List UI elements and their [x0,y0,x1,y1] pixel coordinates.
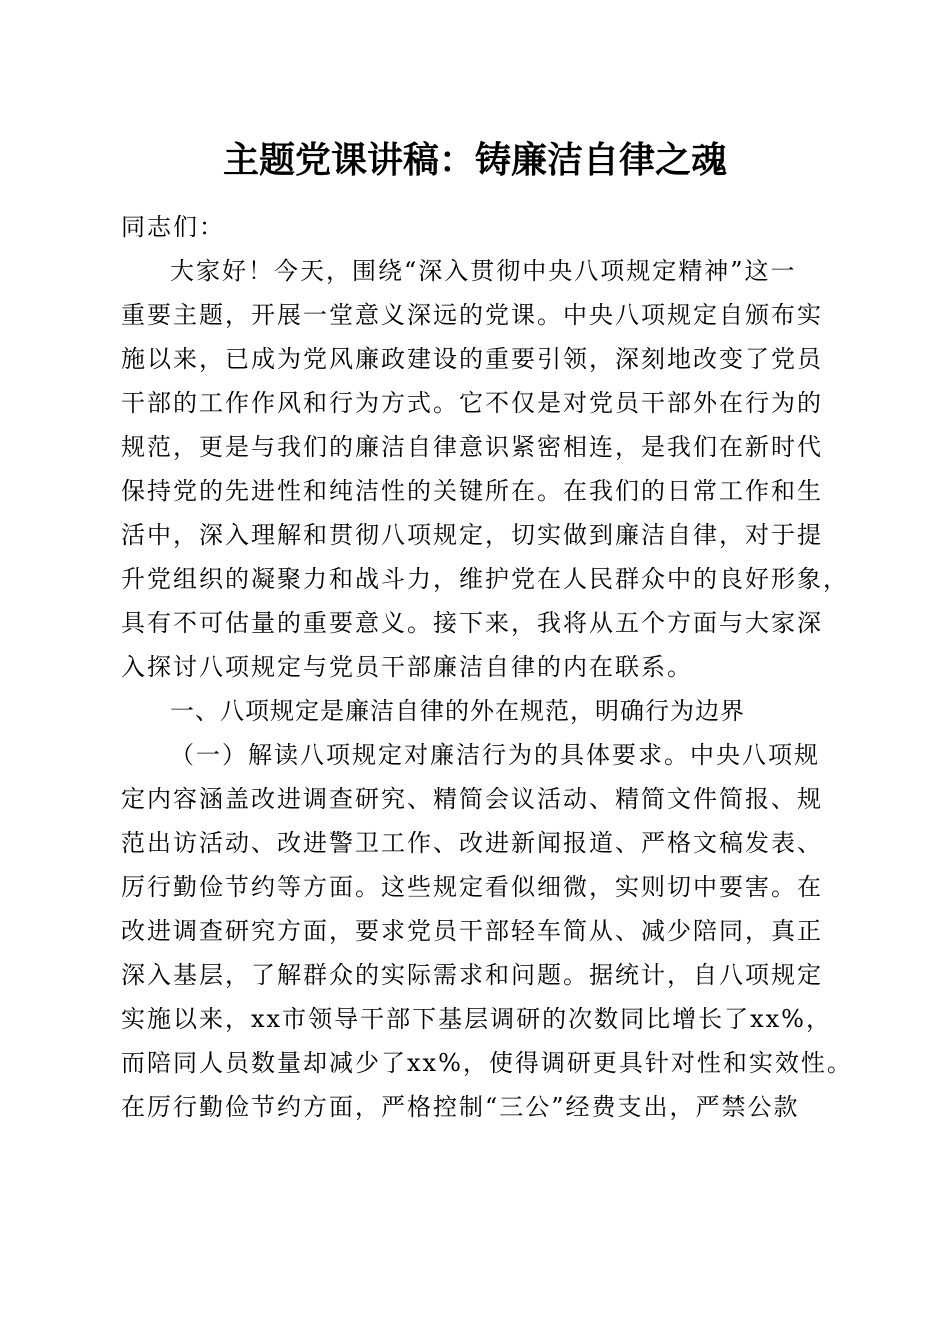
paragraph-line: 具有不可估量的重要意义。接下来，我将从五个方面与大家深 [121,609,823,637]
paragraph-line: 深入基层，了解群众的实际需求和问题。据统计，自八项规定 [121,961,823,989]
paragraph-line: 干部的工作作风和行为方式。它不仅是对党员干部外在行为的 [121,389,823,417]
paragraph-line: 厉行勤俭节约等方面。这些规定看似细微，实则切中要害。在 [121,873,823,901]
paragraph-line: 范出访活动、改进警卫工作、改进新闻报道、严格文稿发表、 [121,829,823,857]
paragraph-line: 保持党的先进性和纯洁性的关键所在。在我们的日常工作和生 [121,477,823,505]
paragraph-line: 施以来，已成为党风廉政建设的重要引领，深刻地改变了党员 [121,345,823,373]
paragraph-line: 规范，更是与我们的廉洁自律意识紧密相连，是我们在新时代 [121,433,823,461]
paragraph-line: 在厉行勤俭节约方面，严格控制“三公”经费支出，严禁公款 [121,1093,800,1121]
document-title: 主题党课讲稿：铸廉洁自律之魂 [222,139,727,181]
paragraph-line: 入探讨八项规定与党员干部廉洁自律的内在联系。 [121,653,693,681]
paragraph-line: 而陪同人员数量却减少了xx%，使得调研更具针对性和实效性。 [121,1049,853,1077]
paragraph-line: 大家好！今天，围绕“深入贯彻中央八项规定精神”这一 [170,257,797,285]
paragraph-line: 定内容涵盖改进调查研究、精简会议活动、精简文件简报、规 [121,785,823,813]
paragraph-line: 升党组织的凝聚力和战斗力，维护党在人民群众中的良好形象， [121,565,849,593]
paragraph-line: 改进调查研究方面，要求党员干部轻车简从、减少陪同，真正 [121,917,823,945]
paragraph-line: （一）解读八项规定对廉洁行为的具体要求。中央八项规 [170,741,820,769]
paragraph-line: 重要主题，开展一堂意义深远的党课。中央八项规定自颁布实 [121,301,823,329]
paragraph-line: 实施以来，xx市领导干部下基层调研的次数同比增长了xx%， [121,1005,832,1033]
salutation: 同志们： [121,213,225,241]
paragraph-line: 活中，深入理解和贯彻八项规定，切实做到廉洁自律，对于提 [121,521,823,549]
section-heading: 一、八项规定是廉洁自律的外在规范，明确行为边界 [170,697,745,725]
